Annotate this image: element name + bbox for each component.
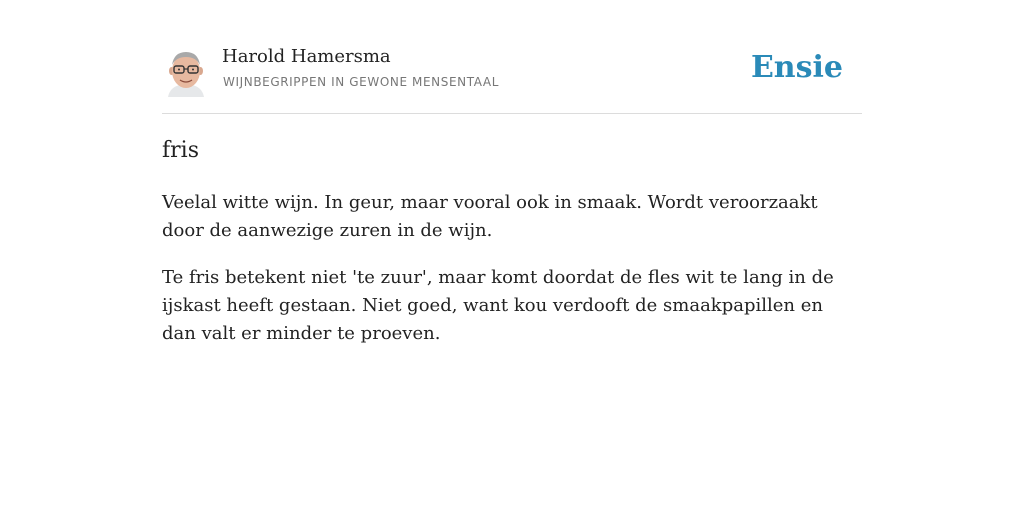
brand-logo[interactable]: Ensie xyxy=(750,50,843,85)
author-header xyxy=(162,40,862,114)
entry-paragraph: Te fris betekent niet 'te zuur', maar komt doordat de fles wit te lang in de ijskast heeft gestaan. Niet goed, want kou verdooft de smaakpapillen en dan valt er minder te proeven. xyxy=(162,267,834,344)
author-subtitle: WIJNBEGRIPPEN IN GEWONE MENSENTAAL xyxy=(223,75,499,89)
entry-term: fris xyxy=(162,138,199,163)
author-name[interactable]: Harold Hamersma xyxy=(222,46,391,67)
entry-content xyxy=(162,189,862,367)
entry-paragraph: Veelal witte wijn. In geur, maar vooral ook in smaak. Wordt veroorzaakt door de aanwezige zuren in de wijn. xyxy=(162,192,818,241)
author-avatar[interactable] xyxy=(166,47,206,97)
